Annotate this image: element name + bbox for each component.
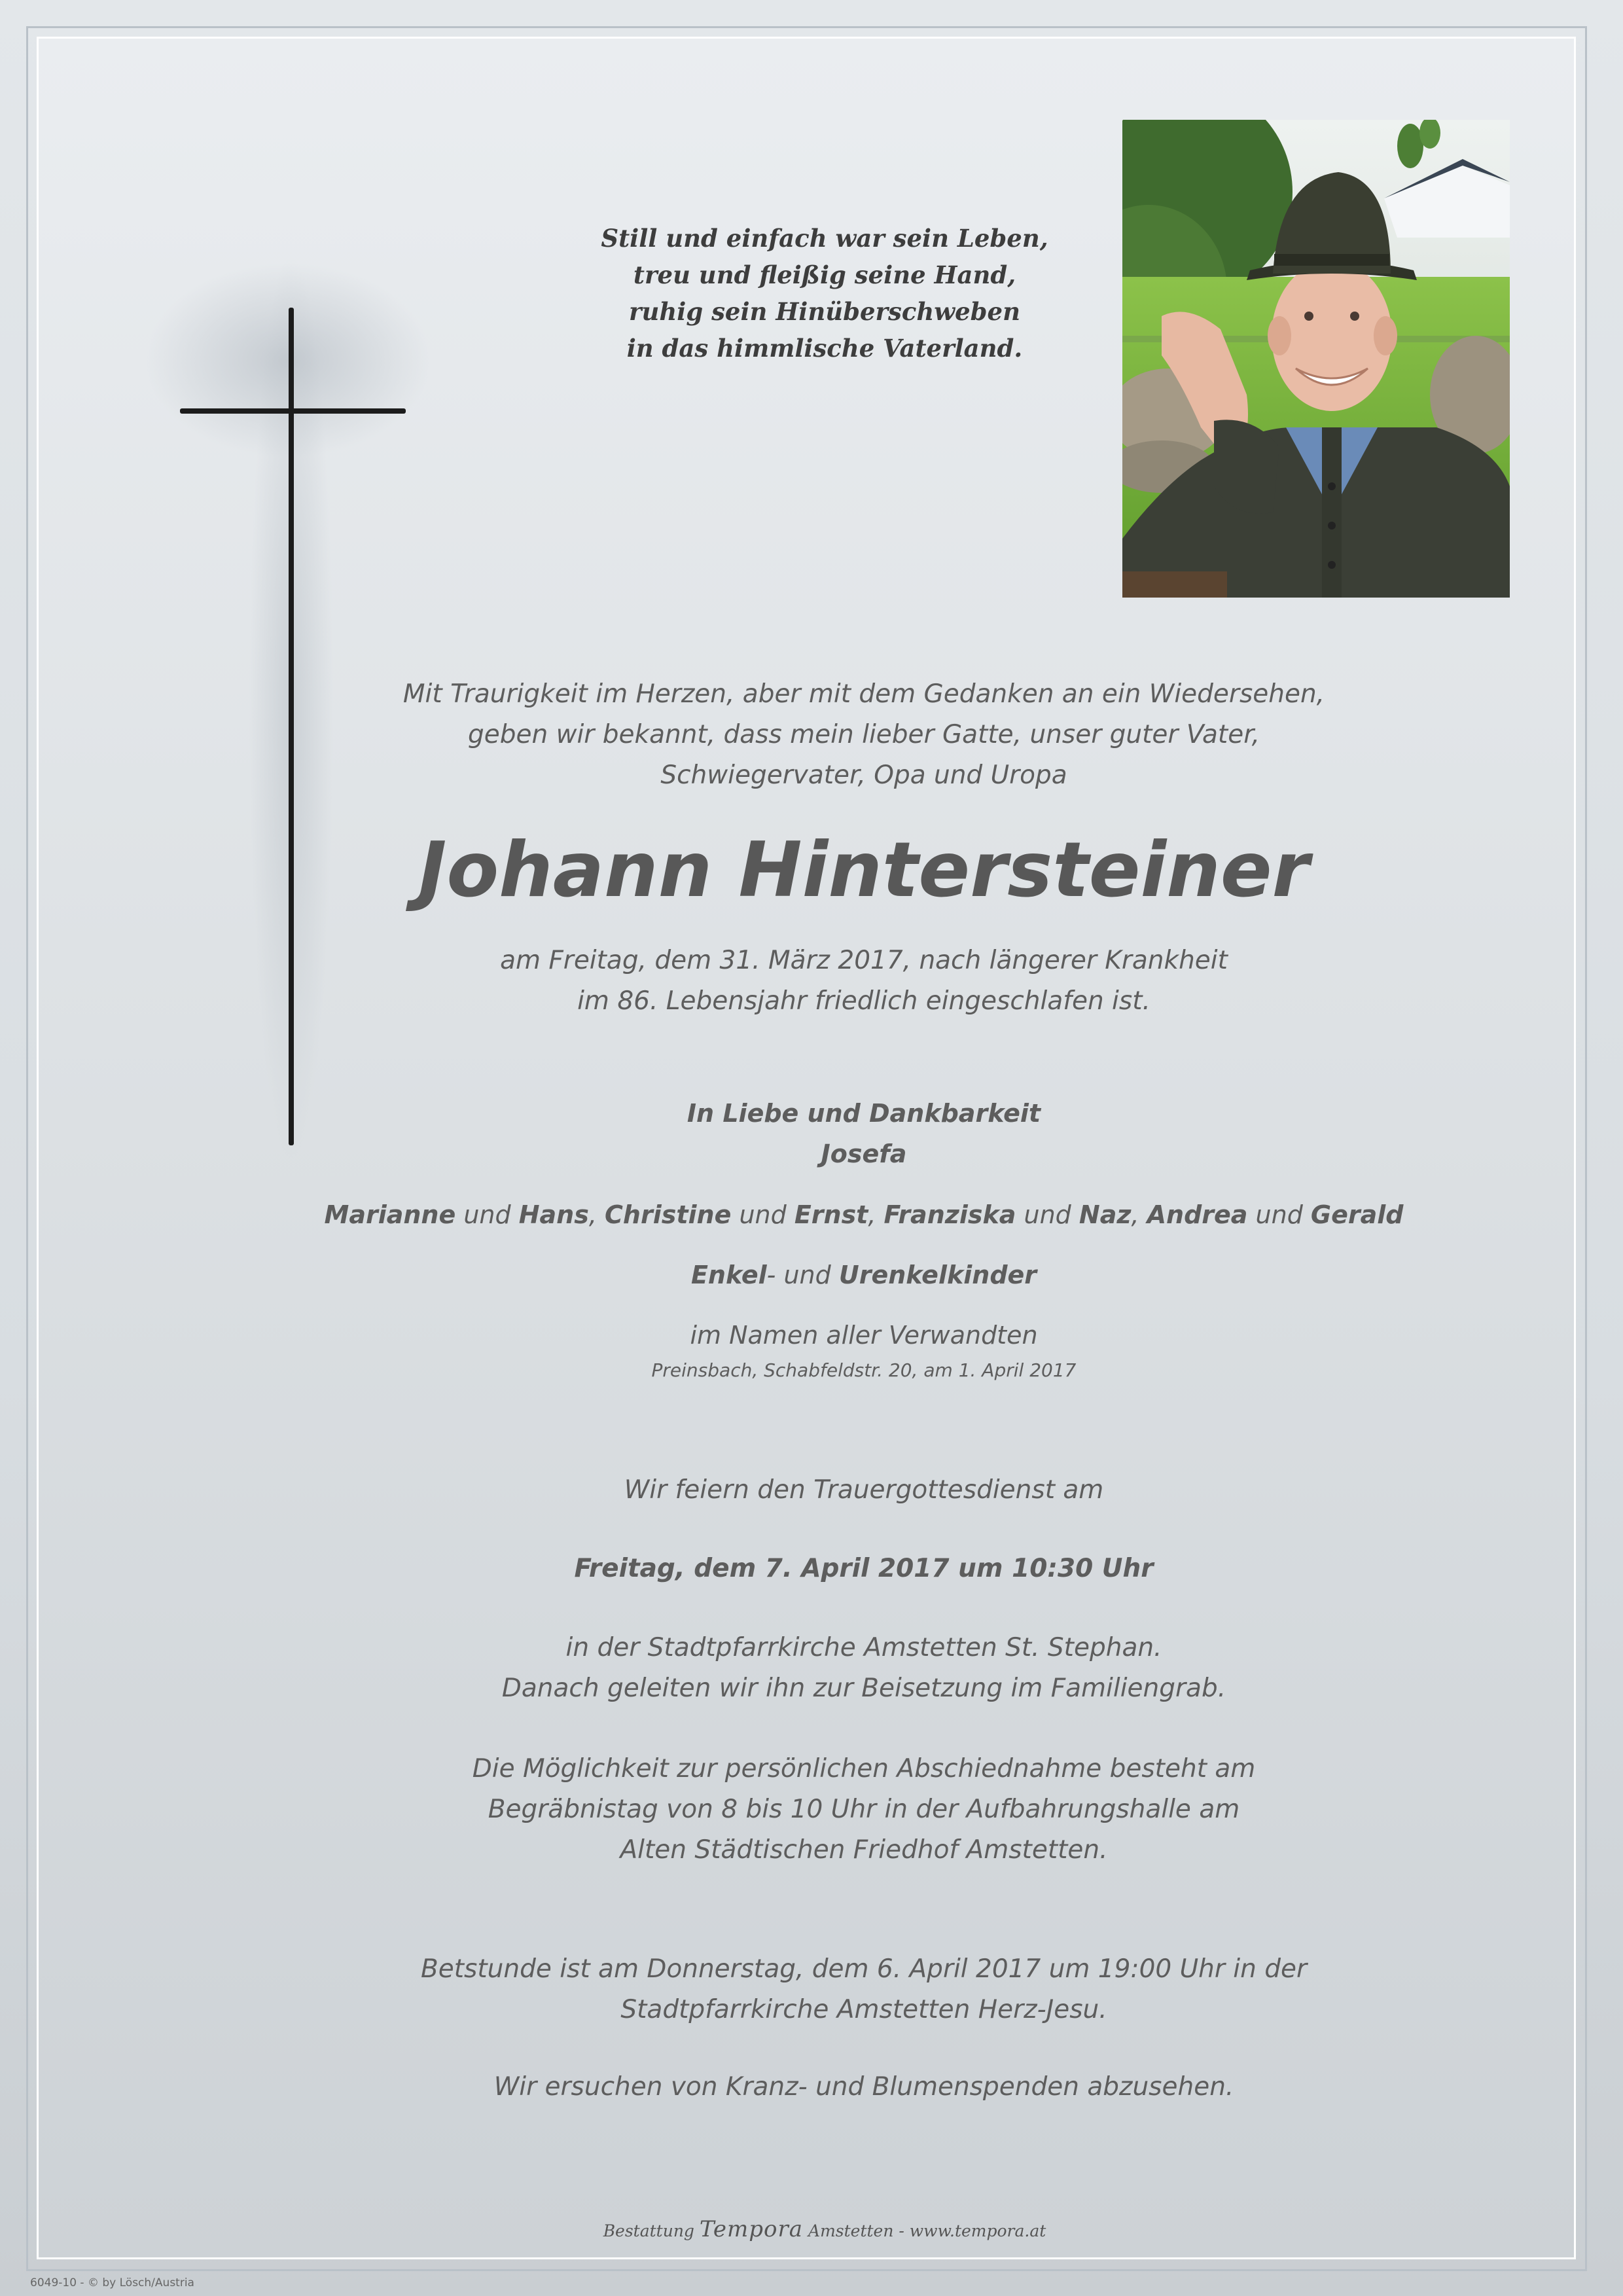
child-name: Christine	[605, 1200, 732, 1229]
relatives-line: im Namen aller Verwandten	[690, 1321, 1038, 1350]
farewell-info	[294, 1749, 1433, 1871]
intro-text	[294, 674, 1433, 796]
name-conjunction: ,	[868, 1200, 884, 1229]
child-name: Ernst	[794, 1200, 868, 1229]
poem-line: ruhig sein Hinüberschweben	[629, 297, 1020, 326]
child-name: Gerald	[1310, 1200, 1404, 1229]
farewell-line: Begräbnistag von 8 bis 10 Uhr in der Aufbahrungshalle am	[488, 1795, 1240, 1824]
prayer-info	[294, 1949, 1433, 2030]
church-line: Danach geleiten wir ihn zur Beisetzung im Familiengrab.	[501, 1674, 1226, 1703]
church-line: in der Stadtpfarrkirche Amstetten St. Stephan.	[565, 1633, 1162, 1662]
footer-prefix: Bestattung	[603, 2221, 700, 2240]
service-intro: Wir feiern den Trauergottesdienst am	[624, 1475, 1104, 1505]
name-conjunction: ,	[1131, 1200, 1147, 1229]
death-notice-line: im 86. Lebensjahr friedlich eingeschlafen ist.	[577, 986, 1150, 1016]
spouse-name: Josefa	[821, 1139, 907, 1168]
poem-line: Still und einfach war sein Leben,	[601, 224, 1048, 253]
name-conjunction: und	[455, 1200, 519, 1229]
intro-line: Mit Traurigkeit im Herzen, aber mit dem Gedanken an ein Wiedersehen,	[402, 679, 1325, 709]
mourners-heading	[294, 1093, 1433, 1174]
poem-line: in das himmlische Vaterland.	[626, 334, 1023, 363]
name-conjunction: ,	[588, 1200, 605, 1229]
name-conjunction: und	[1247, 1200, 1311, 1229]
name-conjunction: und	[1016, 1200, 1079, 1229]
prayer-line: Betstunde ist am Donnerstag, dem 6. April 2017 um 19:00 Uhr in der	[420, 1954, 1308, 1984]
death-notice-line: am Freitag, dem 31. März 2017, nach längerer Krankheit	[500, 946, 1228, 975]
poem	[497, 220, 1152, 367]
deceased-name: Johann Hintersteiner	[418, 826, 1310, 914]
dedication-line: In Liebe und Dankbarkeit	[687, 1099, 1041, 1128]
child-name: Marianne	[324, 1200, 456, 1229]
name-conjunction: und	[731, 1200, 794, 1229]
church-info	[294, 1628, 1433, 1709]
cross-vertical-bar	[289, 308, 294, 1145]
child-name: Andrea	[1147, 1200, 1248, 1229]
place-date: Preinsbach, Schabfeldstr. 20, am 1. April 2017	[651, 1359, 1077, 1381]
prayer-line: Stadtpfarrkirche Amstetten Herz-Jesu.	[620, 1995, 1107, 2024]
footer-suffix: Amstetten - www.tempora.at	[803, 2221, 1046, 2240]
print-code: 6049-10 - © by Lösch/Austria	[30, 2276, 194, 2289]
great-grandkids-word: Urenkelkinder	[838, 1261, 1037, 1289]
portrait-illustration	[1122, 120, 1510, 598]
children-line	[294, 1195, 1433, 1234]
child-name: Naz	[1079, 1200, 1132, 1229]
footer-brand: Tempora	[699, 2216, 804, 2242]
service-date: Freitag, dem 7. April 2017 um 10:30 Uhr	[574, 1554, 1154, 1583]
child-name: Hans	[518, 1200, 589, 1229]
flowers-note: Wir ersuchen von Kranz- und Blumenspenden abzusehen.	[493, 2072, 1234, 2102]
intro-line: geben wir bekannt, dass mein lieber Gatte, unser guter Vater,	[467, 720, 1260, 749]
poem-line: treu und fleißig seine Hand,	[633, 260, 1016, 289]
grandkids-conjunction: - und	[766, 1261, 839, 1289]
grandchildren-line	[294, 1255, 1433, 1295]
undertaker-footer	[497, 2216, 1152, 2244]
children-list	[294, 1195, 1433, 1234]
farewell-line: Alten Städtischen Friedhof Amstetten.	[620, 1835, 1108, 1865]
intro-line: Schwiegervater, Opa und Uropa	[660, 761, 1067, 790]
death-notice	[294, 941, 1433, 1022]
farewell-line: Die Möglichkeit zur persönlichen Abschiednahme besteht am	[472, 1754, 1256, 1784]
cross-horizontal-bar	[180, 408, 406, 414]
child-name: Franziska	[883, 1200, 1016, 1229]
portrait-photo	[1122, 120, 1510, 598]
grandkids-word: Enkel	[690, 1261, 767, 1289]
